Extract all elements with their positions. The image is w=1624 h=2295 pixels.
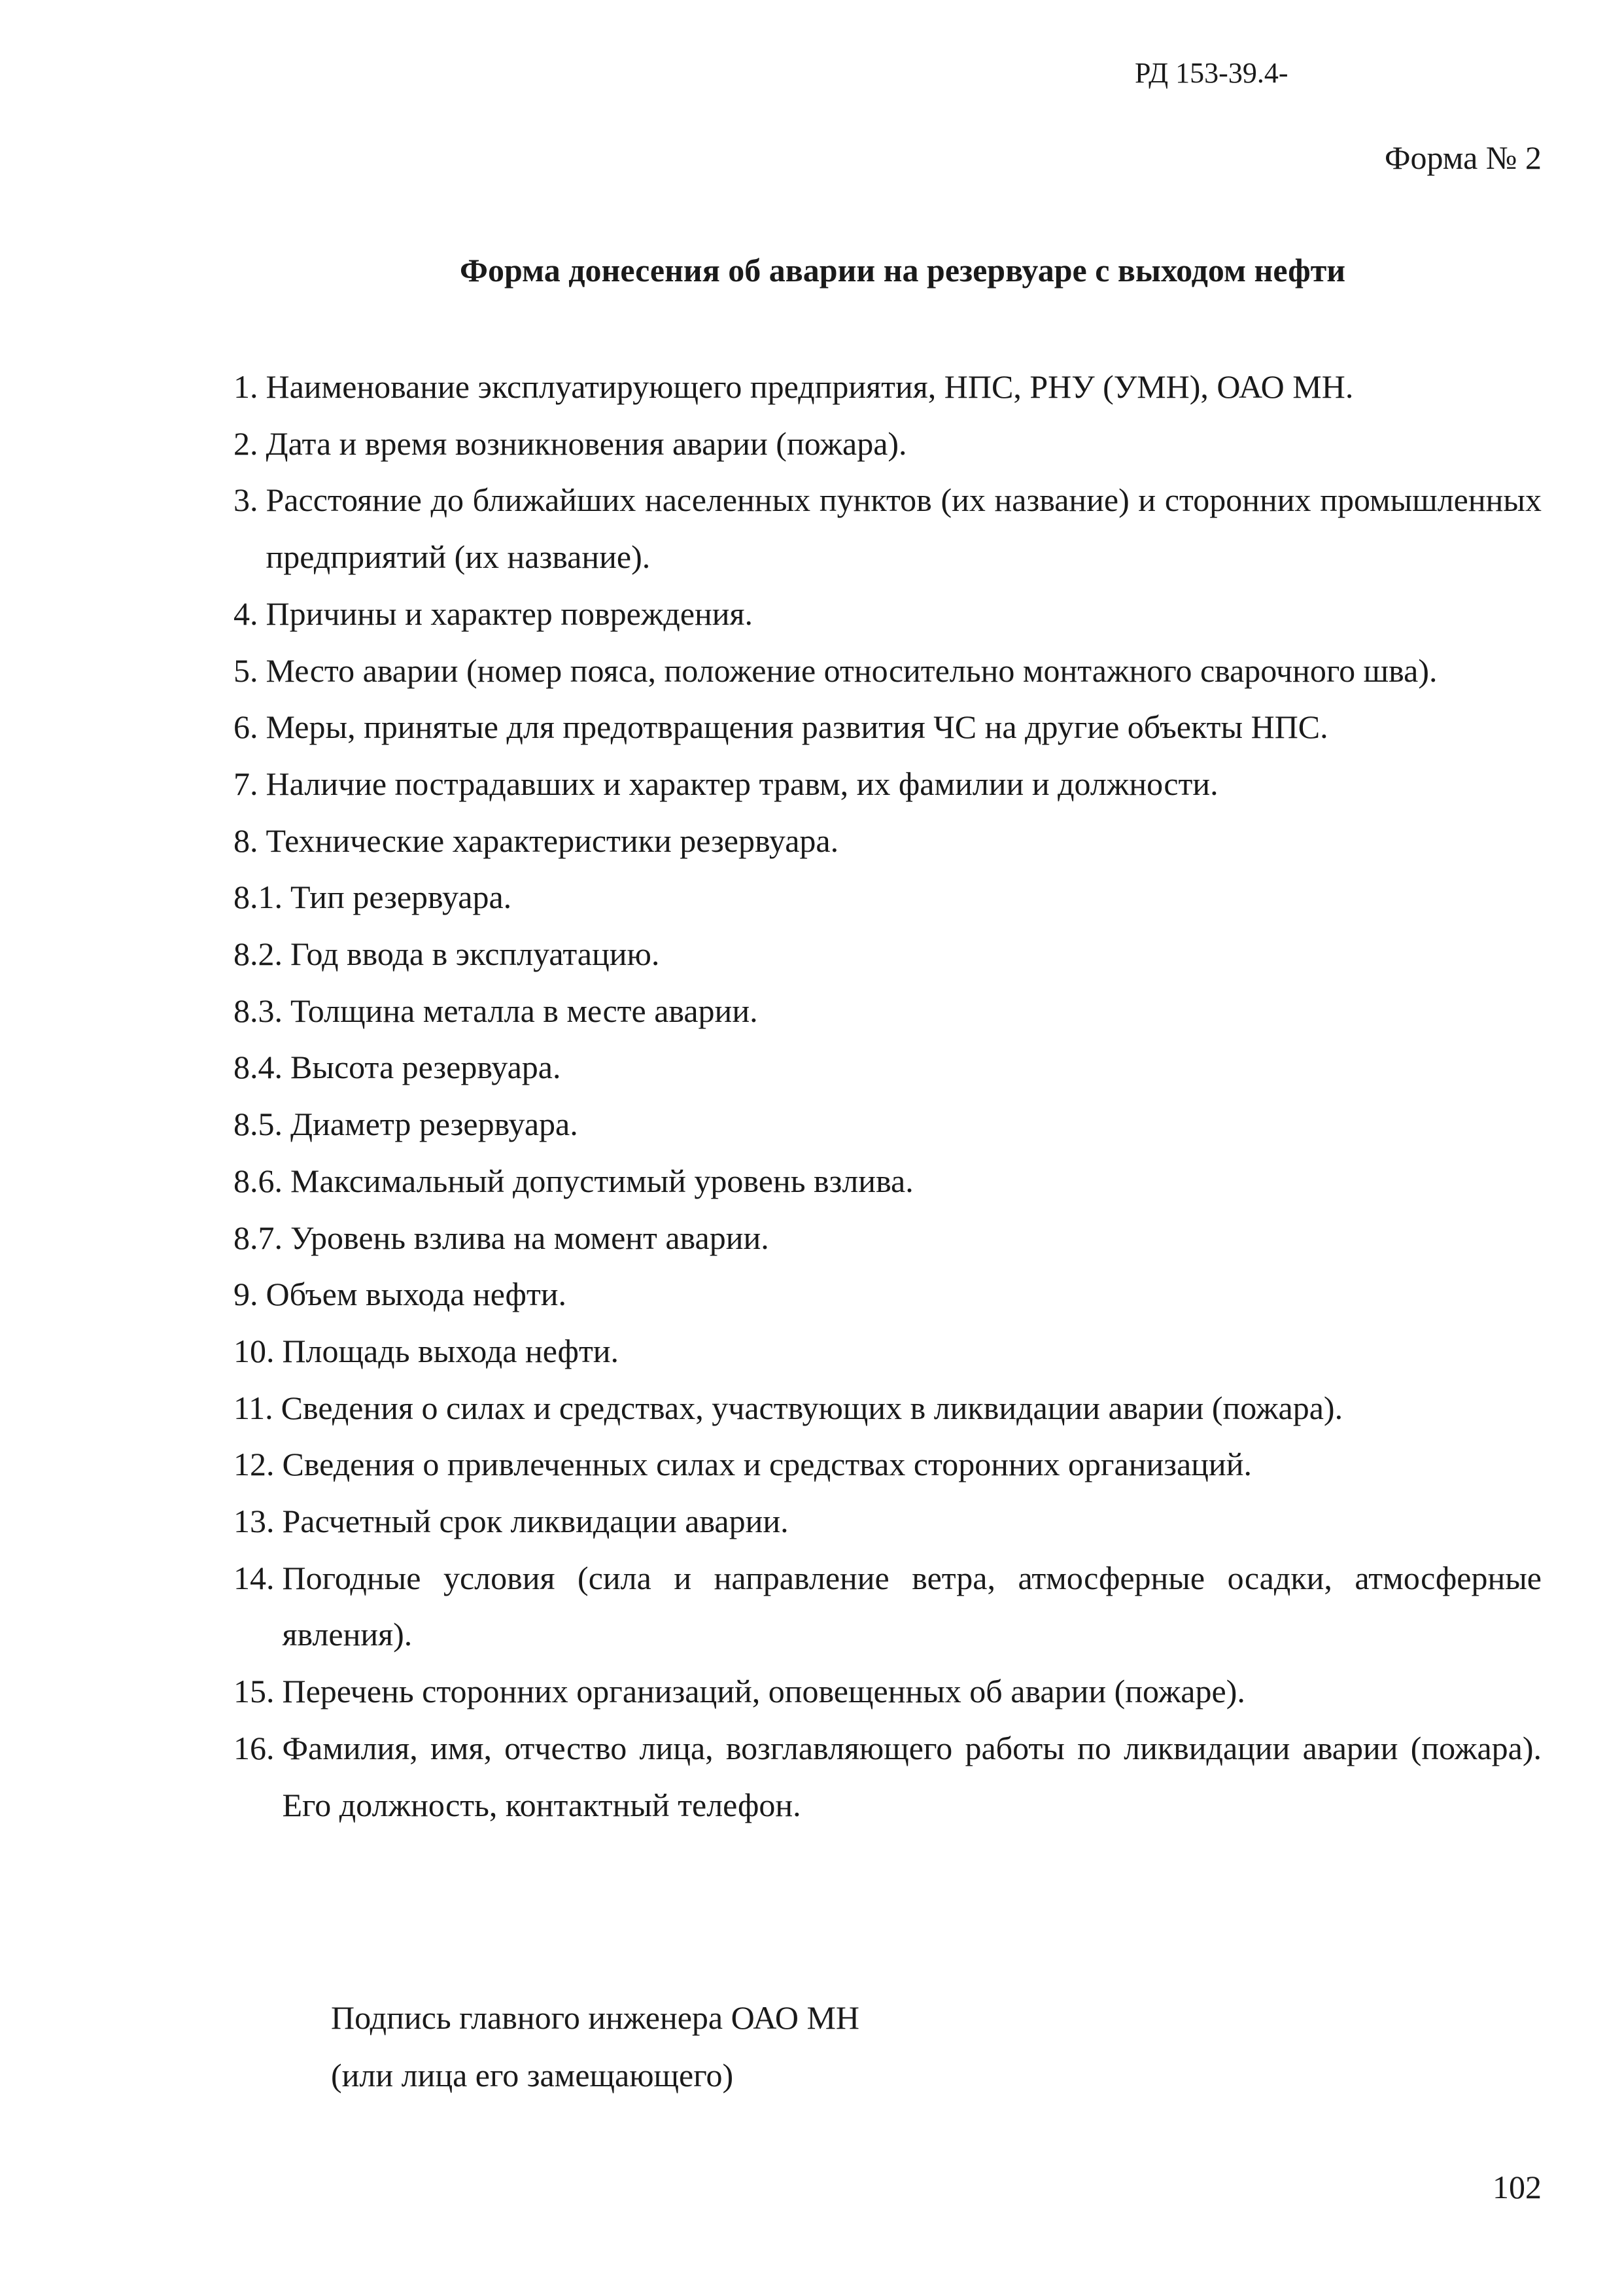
item-number: 8.3. (233, 992, 283, 1029)
signature-note: (или лица его замещающего) (331, 2057, 734, 2094)
list-item (233, 756, 1542, 813)
list-item (233, 1436, 1542, 1493)
list-item (233, 1153, 1542, 1210)
list-item (233, 1266, 1542, 1323)
item-number: 8. (233, 822, 258, 859)
item-text: Место аварии (номер пояса, положение относительно монтажного сварочного шва). (266, 652, 1438, 689)
list-item (233, 983, 1542, 1040)
item-number: 8.2. (233, 936, 283, 973)
list-item (233, 1380, 1542, 1437)
list-item (233, 586, 1542, 642)
page-title: Форма донесения об аварии на резервуаре с выходом нефти (460, 252, 1346, 289)
list-item (233, 926, 1542, 983)
item-text: Объем выхода нефти. (266, 1276, 567, 1313)
signature-block (331, 1989, 859, 2104)
form-number: Форма № 2 (1385, 139, 1542, 176)
item-text: Меры, принятые для предотвращения развития ЧС на другие объекты НПС. (266, 709, 1328, 746)
item-number: 2. (233, 425, 258, 462)
list-item (233, 1210, 1542, 1267)
list-item (233, 472, 1542, 585)
item-text: Дата и время возникновения аварии (пожара). (266, 425, 907, 462)
item-text: Технические характеристики резервуара. (266, 822, 839, 859)
item-number: 6. (233, 709, 258, 746)
item-text: Наличие пострадавших и характер травм, их фамилии и должности. (266, 765, 1218, 802)
item-text: Наименование эксплуатирующего предприятия, НПС, РНУ (УМН), ОАО МН. (266, 368, 1354, 405)
signature-line: Подпись главного инженера ОАО МН (331, 1999, 860, 2036)
item-number: 8.5. (233, 1106, 283, 1143)
item-text: Перечень сторонних организаций, оповещенных об аварии (пожаре). (282, 1673, 1245, 1710)
list-item (233, 1493, 1542, 1550)
item-text: Максимальный допустимый уровень взлива. (290, 1162, 914, 1199)
item-text: Сведения о привлеченных силах и средствах сторонних организаций. (282, 1446, 1252, 1483)
item-text: Площадь выхода нефти. (282, 1332, 619, 1369)
item-number: 10. (233, 1332, 275, 1369)
item-text: Расчетный срок ликвидации аварии. (282, 1503, 789, 1540)
item-text: Высота резервуара. (290, 1049, 561, 1086)
item-number: 8.1. (233, 879, 283, 916)
item-number: 8.6. (233, 1162, 283, 1199)
list-item (233, 642, 1542, 699)
report-items-list (233, 359, 1542, 1833)
item-number: 8.4. (233, 1049, 283, 1086)
item-text: Сведения о силах и средствах, участвующих в ликвидации аварии (пожара). (281, 1389, 1343, 1426)
item-number: 3. (233, 482, 258, 519)
list-item (233, 699, 1542, 756)
item-number: 14. (233, 1559, 275, 1596)
item-text: Погодные условия (сила и направление ветра, атмосферные осадки, атмосферные явления). (282, 1559, 1542, 1653)
list-item (233, 1720, 1542, 1833)
item-text: Тип резервуара. (290, 879, 512, 916)
page-number: 102 (1493, 2169, 1542, 2205)
item-text: Причины и характер повреждения. (266, 595, 753, 632)
item-number: 15. (233, 1673, 275, 1710)
list-item (233, 359, 1542, 415)
item-number: 4. (233, 595, 258, 632)
item-number: 16. (233, 1729, 275, 1766)
item-number: 12. (233, 1446, 275, 1483)
list-item (233, 1096, 1542, 1153)
item-text: Расстояние до ближайших населенных пунктов (их название) и сторонних промышленных предприятий (их название). (266, 482, 1542, 576)
list-item (233, 1663, 1542, 1720)
item-number: 13. (233, 1503, 275, 1540)
list-item (233, 813, 1542, 869)
list-item (233, 1039, 1542, 1096)
list-item (233, 415, 1542, 472)
item-text: Год ввода в эксплуатацию. (290, 936, 660, 973)
item-number: 9. (233, 1276, 258, 1313)
item-number: 11. (233, 1389, 273, 1426)
list-item (233, 869, 1542, 926)
list-item (233, 1550, 1542, 1663)
item-text: Диаметр резервуара. (290, 1106, 578, 1143)
item-number: 7. (233, 765, 258, 802)
item-number: 1. (233, 368, 258, 405)
item-number: 5. (233, 652, 258, 689)
item-text: Фамилия, имя, отчество лица, возглавляющего работы по ликвидации аварии (пожара). Его должность, контактный телефон. (282, 1729, 1542, 1823)
item-number: 8.7. (233, 1219, 283, 1256)
doc-code: РД 153-39.4- (1135, 57, 1288, 89)
list-item (233, 1323, 1542, 1380)
item-text: Толщина металла в месте аварии. (290, 992, 758, 1029)
item-text: Уровень взлива на момент аварии. (290, 1219, 769, 1256)
